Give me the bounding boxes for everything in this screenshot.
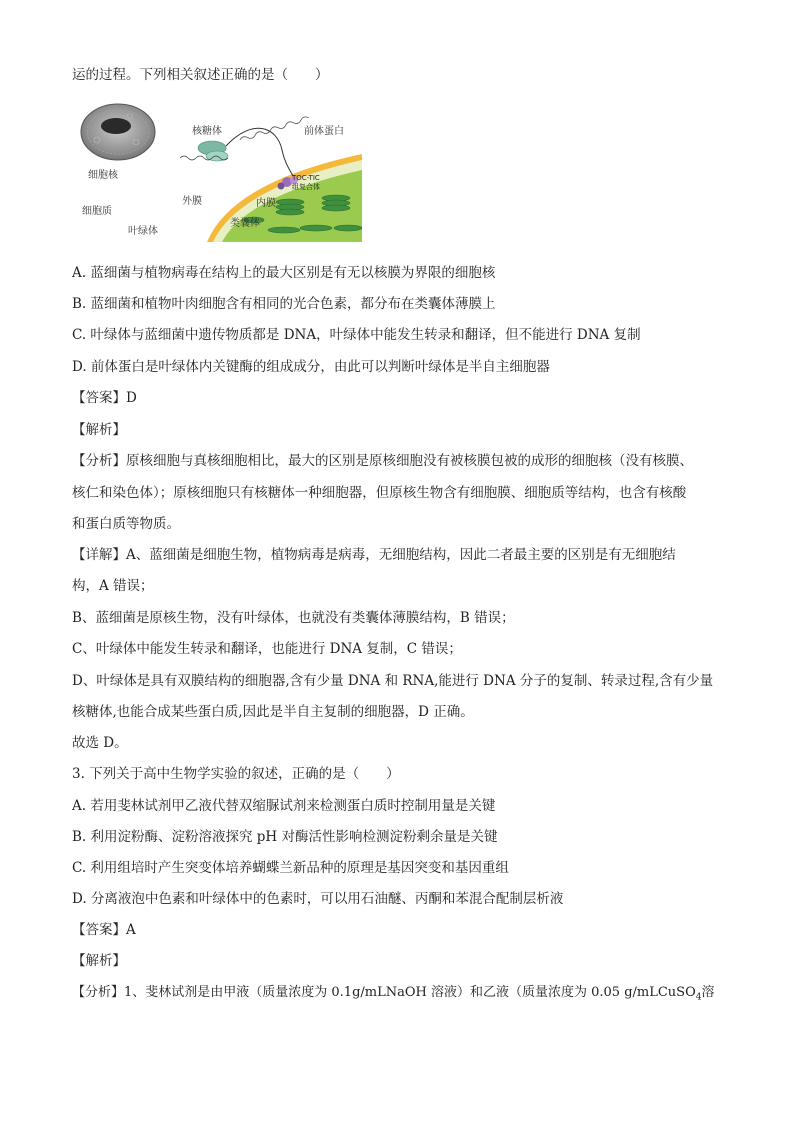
- question2-detail-line-1: 【详解】A、蓝细菌是细胞生物，植物病毒是病毒，无细胞结构，因此二者最主要的区别是有无细胞结: [72, 547, 676, 563]
- question2-detail-line-2: 构，A 错误；: [72, 578, 154, 594]
- question3-option-c: C. 利用组培时产生突变体培养蝴蝶兰新品种的原理是基因突变和基因重组: [72, 860, 509, 876]
- ribosome-drawing: [180, 141, 228, 161]
- question2-option-b: B. 蓝细菌和植物叶肉细胞含有相同的光合色素，都分布在类囊体薄膜上: [72, 296, 496, 312]
- label-outer-membrane: 外膜: [182, 196, 202, 207]
- question3-option-a: A. 若用斐林试剂甲乙液代替双缩脲试剂来检测蛋白质时控制用量是关键: [72, 798, 496, 814]
- question2-option-c: C. 叶绿体与蓝细菌中遗传物质都是 DNA，叶绿体中能发生转录和翻译，但不能进行 DNA 复制: [72, 327, 641, 343]
- question3-stem: 3. 下列关于高中生物学实验的叙述，正确的是（ ）: [72, 766, 400, 782]
- question2-detail-line-5: D、叶绿体是具有双膜结构的细胞器,含有少量 DNA 和 RNA,能进行 DNA 分子的复制、转录过程,含有少量: [72, 673, 714, 689]
- question2-detail-line-4: C、叶绿体中能发生转录和翻译，也能进行 DNA 复制，C 错误；: [72, 641, 462, 657]
- question2-analysis-title: 【解析】: [72, 422, 126, 438]
- figure-svg: [72, 96, 362, 242]
- question2-answer: 【答案】D: [72, 390, 137, 406]
- label-toc-tic: TOC-TIC: [292, 174, 320, 182]
- nucleus-drawing: [81, 104, 155, 160]
- question2-stem-tail: 运的过程。下列相关叙述正确的是（ ）: [72, 67, 329, 83]
- label-nucleus: 细胞核: [88, 170, 118, 181]
- question3-analysis-line-1: [72, 984, 715, 1007]
- label-precursor-protein: 前体蛋白: [304, 126, 344, 137]
- question3-analysis-end: 溶: [701, 985, 715, 1000]
- label-inner-membrane: 内膜: [256, 198, 276, 209]
- question3-analysis-title: 【解析】: [72, 953, 126, 969]
- precursor-protein-chain: [226, 128, 294, 178]
- label-ribosome: 核糖体: [192, 126, 222, 137]
- question2-detail-line-7: 故选 D。: [72, 735, 128, 751]
- question2-analysis-line-2: 核仁和染色体）；原核细胞只有核糖体一种细胞器，但原核生物含有细胞膜、细胞质等结构，也含有核酸: [72, 485, 687, 501]
- label-cytoplasm: 细胞质: [82, 206, 112, 217]
- question3-option-b: B. 利用淀粉酶、淀粉溶液探究 pH 对酶活性影响检测淀粉剩余量是关键: [72, 829, 498, 845]
- question3-option-d: D. 分离液泡中色素和叶绿体中的色素时，可以用石油醚、丙酮和苯混合配制层析液: [72, 891, 564, 907]
- precursor-protein-wave: [239, 116, 309, 142]
- label-thylakoid: 类囊体: [230, 218, 260, 229]
- label-complex: 组复合体: [292, 183, 320, 191]
- question3-answer: 【答案】A: [72, 922, 136, 938]
- question2-analysis-line-3: 和蛋白质等物质。: [72, 516, 180, 532]
- question3-analysis-text: 【分析】1、斐林试剂是由甲液（质量浓度为 0.1g/mLNaOH 溶液）和乙液（质量浓度为 0.05 g/mLCuSO: [72, 985, 696, 1000]
- chloroplast-protein-import-figure: [72, 96, 362, 242]
- label-chloroplast: 叶绿体: [128, 226, 158, 237]
- question2-detail-line-3: B、蓝细菌是原核生物，没有叶绿体，也就没有类囊体薄膜结构，B 错误；: [72, 610, 515, 626]
- question2-analysis-line-1: 【分析】原核细胞与真核细胞相比，最大的区别是原核细胞没有被核膜包被的成形的细胞核（没有核膜、: [72, 453, 693, 469]
- question2-option-a: A. 蓝细菌与植物病毒在结构上的最大区别是有无以核膜为界限的细胞核: [72, 265, 496, 281]
- question2-detail-line-6: 核糖体,也能合成某些蛋白质,因此是半自主复制的细胞器，D 正确。: [72, 704, 474, 720]
- question2-option-d: D. 前体蛋白是叶绿体内关键酶的组成成分，由此可以判断叶绿体是半自主细胞器: [72, 359, 550, 375]
- question3-analysis-subscript: 4: [695, 992, 702, 1003]
